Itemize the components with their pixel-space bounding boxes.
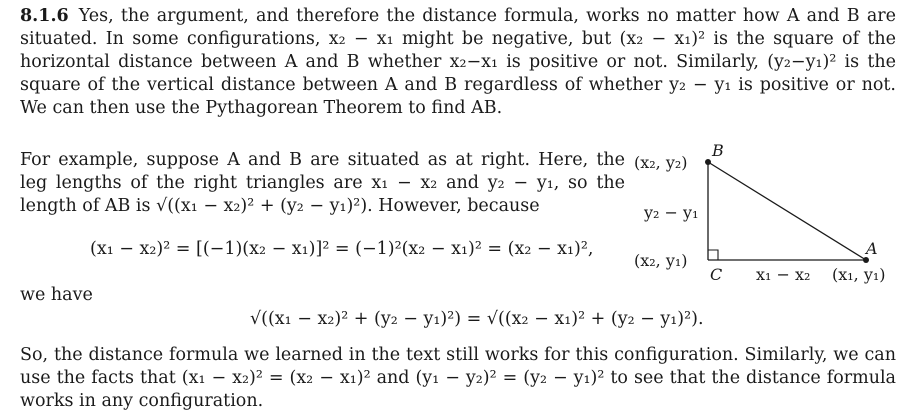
equation-distance-equality: √((x₁ − x₂)² + (y₂ − y₁)²) = √((x₂ − x₁)² + (y₂ − y₁)²). [250, 309, 704, 329]
point-c-label: C [710, 265, 723, 284]
right-angle-marker [708, 250, 718, 260]
point-a-label: A [866, 239, 878, 258]
point-a-coords: (x₁, y₁) [832, 265, 886, 284]
paragraph-conclusion: So, the distance formula we learned in the text still works for this configuration. Similarly, we can use the facts that (x₁ − x₂)² = (x₂ − x₁)² and (y₁ − y₂)² = (y₂ − y₁)² to see that the distance formula works in any configuration. [20, 345, 896, 411]
paragraph-explanation [20, 5, 896, 120]
vertical-leg-label: y₂ − y₁ [644, 203, 699, 222]
paragraph-explanation-text: Yes, the argument, and therefore the distance formula, works no matter how A and B are situated. In some configurations, x₂ − x₁ might be negative, but (x₂ − x₁)² is the square of the horizontal distance between A and B whether x₂−x₁ is positive or not. Similarly, (y₂−y₁)² is the square of the vertical distance between A and B regardless of whether y₂ − y₁ is positive or not. We can then use the Pythagorean Theorem to find AB. [20, 6, 896, 118]
triangle-hypotenuse [708, 162, 866, 260]
we-have-text: we have [20, 285, 93, 305]
section-number: 8.1.6 [20, 6, 69, 26]
point-b-label: B [712, 141, 724, 160]
point-b-dot [705, 159, 711, 165]
equation-square-identity: (x₁ − x₂)² = [(−1)(x₂ − x₁)]² = (−1)²(x₂ − x₁)² = (x₂ − x₁)², [90, 239, 594, 259]
point-c-coords: (x₂, y₁) [634, 251, 688, 270]
paragraph-example: For example, suppose A and B are situated as at right. Here, the leg lengths of the right triangles are x₁ − x₂ and y₂ − y₁, so the length of AB is √((x₁ − x₂)² + (y₂ − y₁)²). However, because [20, 150, 625, 216]
horizontal-leg-label: x₁ − x₂ [756, 265, 811, 284]
right-triangle-diagram [630, 140, 900, 300]
point-b-coords: (x₂, y₂) [634, 153, 688, 172]
